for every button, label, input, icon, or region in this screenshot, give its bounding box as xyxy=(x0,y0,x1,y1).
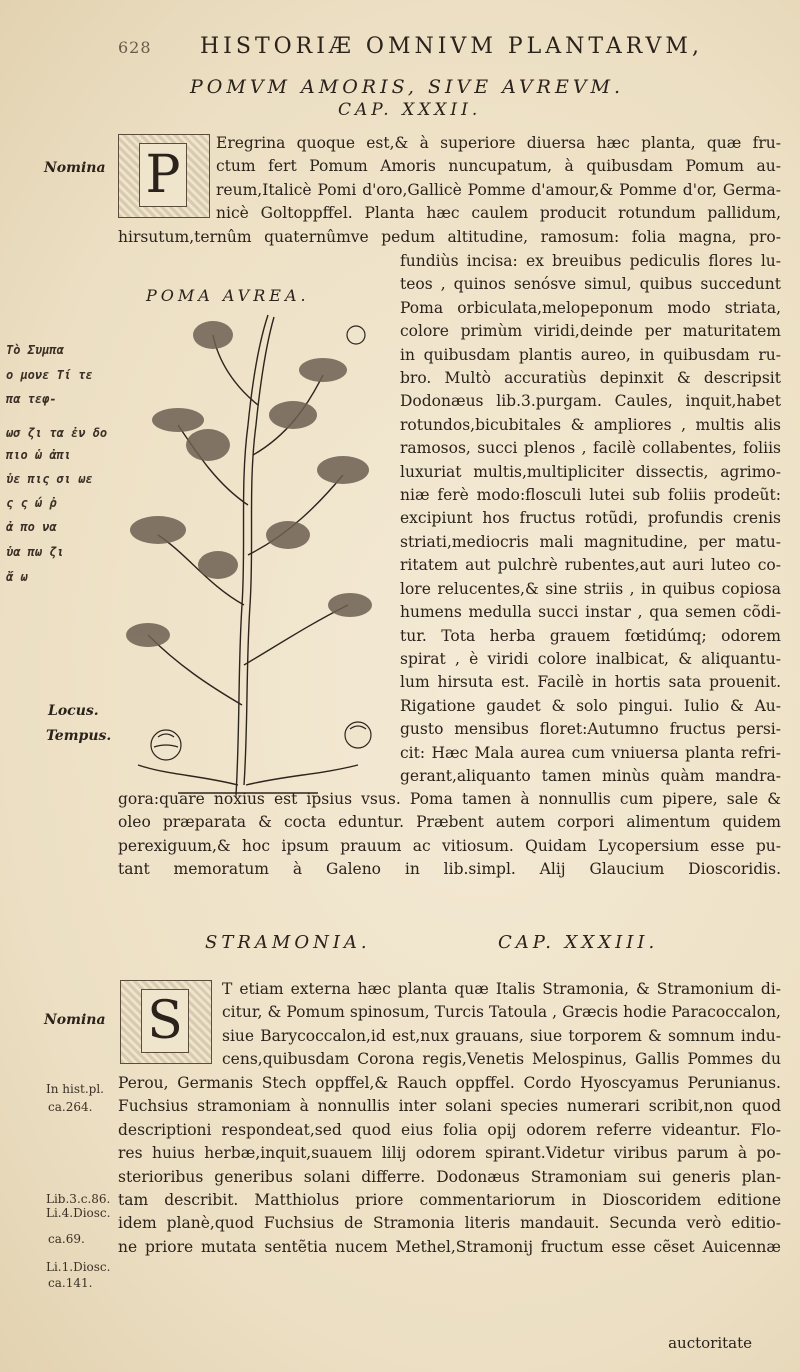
margin-locus: Locus. xyxy=(48,703,99,719)
text-line: descriptioni respondeat,sed quod eius folia opij odorem referre videantur. Flo- xyxy=(118,1120,781,1139)
chapter1-intro-text xyxy=(216,132,781,226)
text-line: gora:quare noxius est ipsius vsus. Poma tamen à nonnullis cum pipere, sale & xyxy=(118,790,781,808)
tomato-plant-woodcut xyxy=(118,305,380,800)
text-line: humens medulla succi instar , qua semen cõdi- xyxy=(400,603,781,622)
hand-line: πιο ὡ ἀπι xyxy=(6,448,72,462)
hand-line: ς ς ώ ῤ xyxy=(6,496,57,510)
text-line: citur, & Pomum spinosum, Turcis Tatoula , Græcis hodie Paracoccalon, xyxy=(222,1003,781,1022)
text-line: ritatem aut pulchrè rubentes,aut auri luteo co- xyxy=(400,556,781,575)
hand-line: Τὸ Συμπα xyxy=(6,343,64,357)
hand-line: ἀ πο να xyxy=(6,520,57,534)
text-line: Dodonæus lib.3.purgam. Caules, inquit,habet xyxy=(400,392,781,411)
text-line: Eregrina quoque est,& à superiore diuersa hæc planta, quæ fru- xyxy=(216,134,781,152)
decorated-initial-2: S xyxy=(120,980,212,1064)
margin-note: Lib.3.c.86. xyxy=(46,1192,111,1206)
text-line: colore primùm viridi,deinde per maturitatem xyxy=(400,322,781,341)
margin-note: ca.264. xyxy=(48,1100,93,1114)
text-line: Fuchsius stramoniam à nonnullis inter solani species numerari scribit,non quod xyxy=(118,1097,781,1116)
text-line: tur. Tota herba grauem fœtidúmq; odorem xyxy=(400,626,781,645)
hand-line: πα τεφ- xyxy=(6,392,57,406)
chapter2-body xyxy=(118,1072,781,1259)
margin-note: ca.69. xyxy=(48,1232,85,1246)
text-line: Rigatione gaudet & solo pingui. Iulio & Au- xyxy=(400,696,781,715)
chapter1-cap: CAP. XXXII. xyxy=(338,100,482,120)
text-line: fundiùs incisa: ex breuibus pediculis flores lu- xyxy=(400,252,781,270)
hand-line: ωσ ζι τα ἐν δο xyxy=(6,426,108,440)
margin-note: ca.141. xyxy=(48,1276,93,1290)
hand-line: ὑα πω ζι xyxy=(6,545,64,559)
text-line: striati,mediocris mali magnitudine, per matu- xyxy=(400,532,781,551)
text-line: tam describit. Matthiolus priore commentariorum in Dioscoridem editione xyxy=(118,1191,781,1210)
text-line: spirat , è viridi colore inalbicat, & aliquantu- xyxy=(400,649,781,668)
text-line: siue Barycoccalon,id est,nux grauans, siue torporem & somnum indu- xyxy=(222,1026,781,1045)
text-line: gusto mensibus floret:Autumno fructus persi- xyxy=(400,720,781,739)
catchword: auctoritate xyxy=(668,1334,752,1352)
text-line: rotundos,bicubitales & ampliores , multis alis xyxy=(400,415,781,434)
hand-line: ο μονε Τί τε xyxy=(6,368,93,382)
chapter2-cap: CAP. XXXIII. xyxy=(498,932,659,953)
plate-caption: POMA AVREA. xyxy=(146,286,310,305)
margin-nomina-1: Nomina xyxy=(44,160,106,176)
hand-line: ὑε πις σι ωε xyxy=(6,472,93,486)
margin-note: In hist.pl. xyxy=(46,1082,104,1096)
text-line: in quibusdam plantis aureo, in quibusdam ru- xyxy=(400,345,781,364)
text-line: cens,quibusdam Corona regis,Venetis Melospinus, Gallis Pommes du xyxy=(222,1050,781,1069)
text-line: oleo præparata & cocta eduntur. Præbent autem corpori alimentum quidem xyxy=(118,813,781,832)
text-line: ramosos, succi plenos , facilè collabentes, foliis xyxy=(400,439,781,458)
text-line: ctum fert Pomum Amoris nuncupatum, à quibusdam Pomum au- xyxy=(216,157,781,176)
text-line: lore relucentes,& sine striis , in quibus copiosa xyxy=(400,579,781,598)
hand-line: ἄ ω xyxy=(6,570,28,584)
chapter2-title: STRAMONIA. xyxy=(205,932,371,953)
text-line: sterioribus generibus solani differre. Dodonæus Stramoniam sui generis plan- xyxy=(118,1167,781,1186)
text-line: bro. Multò accuratiùs depinxit & descripsit xyxy=(400,369,781,388)
text-line: luxuriat multis,multipliciter dissectis, agrimo- xyxy=(400,462,781,481)
text-line: tant memoratum à Galeno in lib.simpl. Alij Glaucium Dioscoridis. xyxy=(118,860,781,879)
margin-tempus: Tempus. xyxy=(46,728,112,744)
chapter1-full-line xyxy=(118,226,781,249)
text-line: hirsutum,ternûm quaternûmve pedum altitudine, ramosum: folia magna, pro- xyxy=(118,228,781,246)
margin-nomina-2: Nomina xyxy=(44,1012,106,1028)
text-line: idem planè,quod Fuchsius de Stramonia literis mandauit. Secunda verò editio- xyxy=(118,1214,781,1233)
text-line: gerant,aliquanto tamen minùs quàm mandra- xyxy=(400,766,781,785)
chapter1-tail xyxy=(118,788,781,882)
text-line: lum hirsuta est. Facilè in hortis sata prouenit. xyxy=(400,673,781,692)
margin-note: Li.1.Diosc. xyxy=(46,1260,111,1274)
text-line: niæ ferè modo:flosculi lutei sub foliis prodeũt: xyxy=(400,486,781,505)
chapter1-right-column xyxy=(400,250,781,788)
chapter1-title: POMVM AMORIS, SIVE AVREVM. xyxy=(190,76,625,98)
text-line: excipiunt hos fructus rotũdi, profundis crenis xyxy=(400,509,781,528)
text-line: T etiam externa hæc planta quæ Italis Stramonia, & Stramonium di- xyxy=(222,980,781,998)
running-head: HISTORIÆ OMNIVM PLANTARVM, xyxy=(200,34,703,59)
text-line: ne priore mutata sentẽtia nucem Methel,Stramonij fructum esse cẽset Auicennæ xyxy=(118,1237,781,1256)
chapter2-intro-text xyxy=(222,978,781,1072)
margin-note: Li.4.Diosc. xyxy=(46,1206,111,1220)
text-line: Perou, Germanis Stech oppffel,& Rauch oppffel. Cordo Hyoscyamus Perunianus. xyxy=(118,1074,781,1092)
text-line: res huius herbæ,inquit,suauem lilij odorem spirant.Videtur viribus parum à po- xyxy=(118,1144,781,1163)
text-line: perexiguum,& hoc ipsum prauum ac vitiosum. Quidam Lycopersium esse pu- xyxy=(118,836,781,855)
text-line: teos , quinos senósve simul, quibus succedunt xyxy=(400,275,781,294)
text-line: cit: Hæc Mala aurea cum vniuersa planta refri- xyxy=(400,743,781,762)
decorated-initial: P xyxy=(118,134,210,218)
text-line: reum,Italicè Pomi d'oro,Gallicè Pomme d'amour,& Pomme d'or, Germa- xyxy=(216,180,781,199)
page-number: 628 xyxy=(118,38,152,57)
text-line: Poma orbiculata,melopeponum modo striata, xyxy=(400,298,781,317)
text-line: nicè Goltoppffel. Planta hæc caulem producit rotundum pallidum, xyxy=(216,204,781,223)
